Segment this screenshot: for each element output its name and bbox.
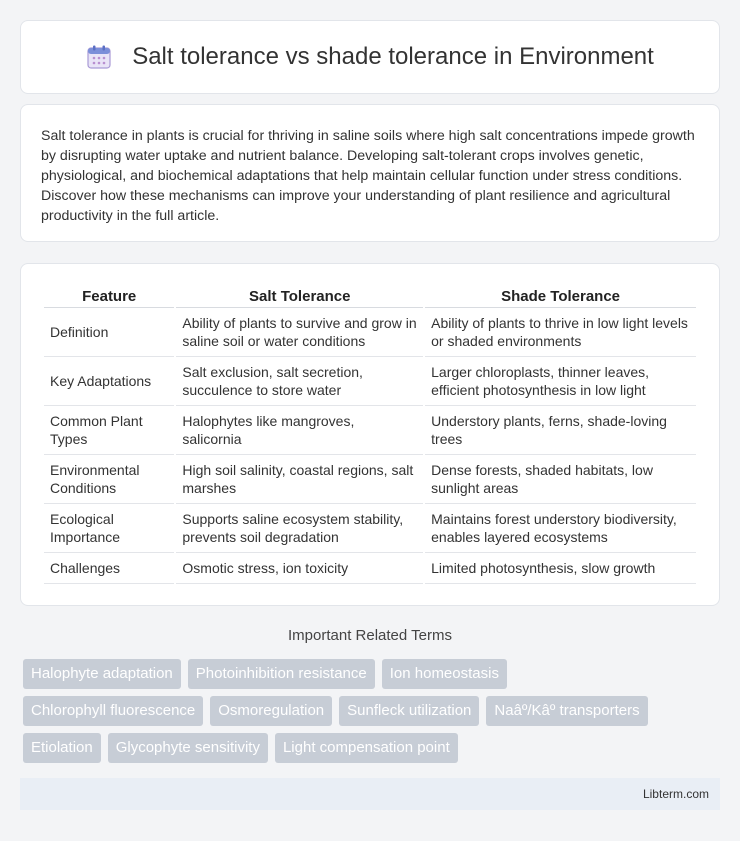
intro-text: Salt tolerance in plants is crucial for thriving in saline soils where high salt concentrations impede growth by disrupting water uptake and nutrient balance. Developing salt-tolerant crops involves genetic, physiological, and biochemical adaptations that help maintain cellular function under stress conditions. Discover how these mechanisms can improve your understanding of plant resilience and agricultural productivity in the full article.: [41, 128, 695, 224]
tag-row: [23, 696, 723, 726]
table-cell: Supports saline ecosystem stability, prevents soil degradation: [176, 504, 423, 553]
footer: [20, 778, 720, 810]
tag-photoinhibition-resistance[interactable]: Photoinhibition resistance: [188, 659, 375, 689]
table-cell: High soil salinity, coastal regions, salt marshes: [176, 455, 423, 504]
header-card: [20, 20, 720, 94]
column-header-feature: Feature: [44, 286, 174, 308]
table-cell: Understory plants, ferns, shade-loving trees: [425, 406, 696, 455]
table-cell: Definition: [44, 308, 174, 357]
tag-na-k-transporters[interactable]: Naâº/Kâº transporters: [486, 696, 647, 726]
table-cell: Limited photosynthesis, slow growth: [425, 553, 696, 584]
table-cell: Ability of plants to thrive in low light levels or shaded environments: [425, 308, 696, 357]
related-terms-tags: [23, 659, 723, 770]
calendar-icon: [86, 44, 112, 70]
table-cell: Maintains forest understory biodiversity, enables layered ecosystems: [425, 504, 696, 553]
comparison-table-card: [20, 263, 720, 606]
tag-glycophyte-sensitivity[interactable]: Glycophyte sensitivity: [108, 733, 268, 763]
table-cell: Challenges: [44, 553, 174, 584]
table-cell: Larger chloroplasts, thinner leaves, efficient photosynthesis in low light: [425, 357, 696, 406]
table-cell: Common Plant Types: [44, 406, 174, 455]
table-row: [44, 357, 696, 406]
tag-osmoregulation[interactable]: Osmoregulation: [210, 696, 332, 726]
table-cell: Ecological Importance: [44, 504, 174, 553]
table-cell: Osmotic stress, ion toxicity: [176, 553, 423, 584]
table-row: [44, 504, 696, 553]
table-row: [44, 406, 696, 455]
tag-row: [23, 659, 723, 689]
intro-card: [20, 104, 720, 242]
tag-etiolation[interactable]: Etiolation: [23, 733, 101, 763]
table-header-row: [44, 286, 696, 308]
page-title: Salt tolerance vs shade tolerance in Environment: [132, 43, 654, 70]
related-terms-title: Important Related Terms: [288, 627, 452, 644]
tag-light-compensation-point[interactable]: Light compensation point: [275, 733, 458, 763]
table-row: [44, 553, 696, 584]
table-row: [44, 455, 696, 504]
table-cell: Environmental Conditions: [44, 455, 174, 504]
table-row: [44, 308, 696, 357]
tag-sunfleck-utilization[interactable]: Sunfleck utilization: [339, 696, 479, 726]
comparison-table: [42, 286, 698, 584]
tag-ion-homeostasis[interactable]: Ion homeostasis: [382, 659, 507, 689]
tag-halophyte-adaptation[interactable]: Halophyte adaptation: [23, 659, 181, 689]
tag-row: [23, 733, 723, 763]
tag-chlorophyll-fluorescence[interactable]: Chlorophyll fluorescence: [23, 696, 203, 726]
table-cell: Ability of plants to survive and grow in saline soil or water conditions: [176, 308, 423, 357]
table-cell: Key Adaptations: [44, 357, 174, 406]
table-cell: Halophytes like mangroves, salicornia: [176, 406, 423, 455]
table-cell: Dense forests, shaded habitats, low sunlight areas: [425, 455, 696, 504]
column-header-salt: Salt Tolerance: [176, 286, 423, 308]
column-header-shade: Shade Tolerance: [425, 286, 696, 308]
table-cell: Salt exclusion, salt secretion, succulence to store water: [176, 357, 423, 406]
footer-site-link[interactable]: Libterm.com: [642, 787, 709, 801]
